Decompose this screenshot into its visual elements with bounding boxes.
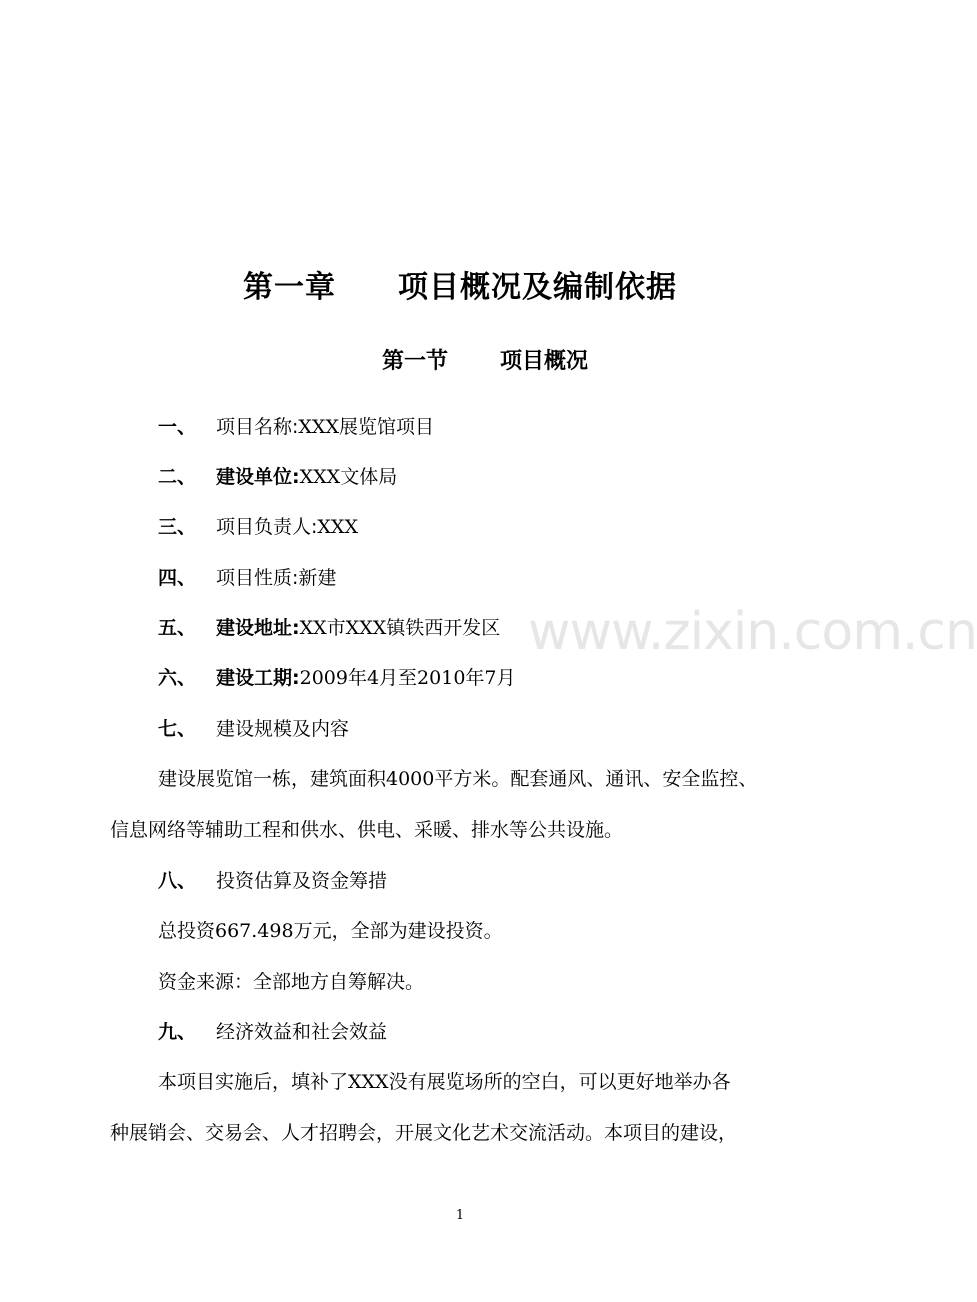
section-title bbox=[0, 344, 970, 375]
item-label: 建设地址: bbox=[216, 617, 300, 639]
scale-paragraph bbox=[110, 754, 820, 856]
paragraph-line: 种展销会、交易会、人才招聘会，开展文化艺术交流活动。本项目的建设， bbox=[110, 1122, 738, 1144]
item-number: 二、 bbox=[158, 466, 197, 488]
item-number: 七、 bbox=[158, 718, 197, 740]
item-number: 四、 bbox=[158, 567, 197, 589]
item-value: XXX展览馆项目 bbox=[298, 416, 434, 438]
item-number: 八、 bbox=[158, 870, 197, 892]
chapter-number: 第一章 bbox=[243, 270, 336, 305]
list-item bbox=[158, 512, 358, 542]
section-number: 第一节 bbox=[381, 349, 448, 374]
item-number: 一、 bbox=[158, 416, 197, 438]
paragraph-line: 信息网络等辅助工程和供水、供电、采暖、排水等公共设施。 bbox=[110, 819, 624, 841]
paragraph-line: 资金来源：全部地方自筹解决。 bbox=[158, 971, 425, 993]
paragraph-line: 总投资667.498万元，全部为建设投资。 bbox=[158, 920, 503, 942]
section-heading: 项目概况 bbox=[500, 349, 589, 374]
list-item bbox=[158, 714, 349, 744]
item-label: 项目性质: bbox=[216, 567, 299, 589]
paragraph-line: 本项目实施后，填补了XXX没有展览场所的空白，可以更好地举办各 bbox=[158, 1071, 731, 1093]
chapter-heading: 项目概况及编制依据 bbox=[398, 270, 677, 305]
chapter-title bbox=[0, 262, 920, 306]
item-label: 建设规模及内容 bbox=[216, 718, 350, 740]
page-number: 1 bbox=[455, 1208, 465, 1223]
item-label: 投资估算及资金筹措 bbox=[216, 870, 388, 892]
list-item bbox=[158, 866, 387, 896]
item-label: 项目负责人: bbox=[216, 516, 318, 538]
item-number: 三、 bbox=[158, 516, 197, 538]
list-item bbox=[158, 563, 336, 593]
benefit-paragraph bbox=[110, 1057, 820, 1159]
item-value: 2009年4月至2010年7月 bbox=[299, 667, 516, 689]
item-value: XX市XXX镇铁西开发区 bbox=[299, 617, 501, 639]
list-item bbox=[158, 1017, 387, 1047]
item-number: 五、 bbox=[158, 617, 197, 639]
item-value: XXX bbox=[317, 516, 358, 538]
item-label: 经济效益和社会效益 bbox=[216, 1021, 388, 1043]
investment-paragraph bbox=[110, 906, 820, 1008]
watermark: www.zixin.com.cn bbox=[528, 602, 977, 662]
item-number: 六、 bbox=[158, 667, 197, 689]
paragraph-line: 建设展览馆一栋，建筑面积4000平方米。配套通风、通讯、安全监控、 bbox=[158, 768, 758, 790]
list-item bbox=[158, 412, 434, 442]
list-item bbox=[158, 613, 500, 643]
item-value: 新建 bbox=[298, 567, 337, 589]
item-label: 项目名称: bbox=[216, 416, 299, 438]
item-number: 九、 bbox=[158, 1021, 197, 1043]
list-item bbox=[158, 462, 397, 492]
item-label: 建设单位: bbox=[216, 466, 300, 488]
item-value: XXX文体局 bbox=[299, 466, 398, 488]
item-label: 建设工期: bbox=[216, 667, 300, 689]
list-item bbox=[158, 663, 516, 693]
